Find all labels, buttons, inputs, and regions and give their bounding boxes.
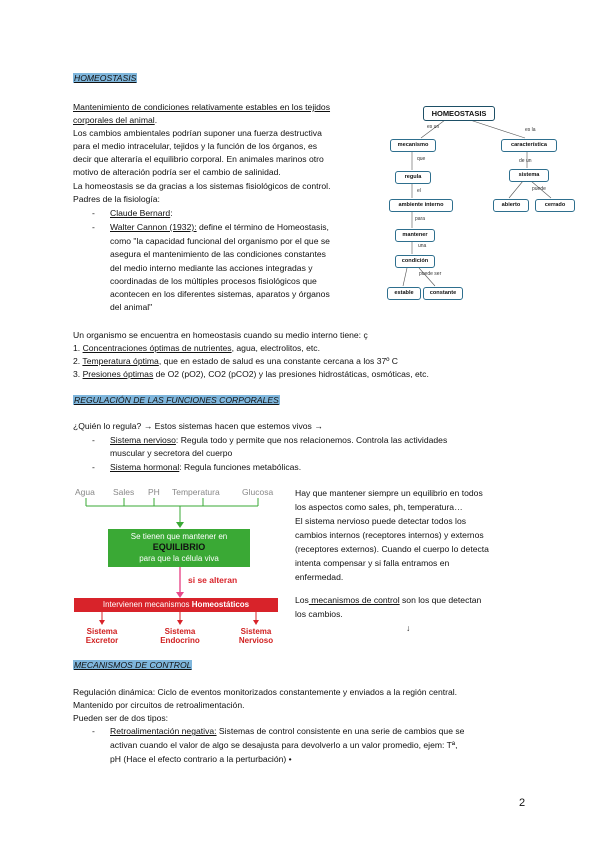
map-node-condicion: condición — [395, 255, 435, 268]
side-line-5: (receptores externos). Cuando el cuerpo lo detecta — [295, 544, 489, 554]
map-link-para: para — [415, 216, 426, 222]
homeostasis-figure — [72, 484, 284, 649]
map-link-puede-ser: puede ser — [419, 271, 442, 277]
condition-item-2: 2. Temperatura óptima, que en estado de salud es una constante cercana a los 37º C — [73, 356, 398, 366]
side-mecanismos-line-2: los cambios. — [295, 609, 343, 619]
mecanismos-line-3: Pueden ser de dos tipos: — [73, 713, 169, 723]
heading-homeostasis: HOMEOSTASIS — [74, 73, 137, 83]
map-node-homeostasis: HOMEOSTASIS — [423, 106, 495, 121]
map-node-regula: regula — [395, 171, 431, 184]
intro-line-1: Los cambios ambientales podrían suponer una fuerza destructiva — [73, 128, 322, 138]
map-link-de-un: de un — [519, 158, 532, 164]
map-link-una: una — [418, 243, 427, 249]
equilibrio-line-3: para que la célula viva — [139, 554, 219, 563]
bullet-dash: - — [92, 208, 95, 218]
regula-question: ¿Quién lo regula? → Estos sistemas hacen que estemos vivos → — [73, 421, 323, 431]
bullet-walter-cannon: Walter Cannon (1932): define el término de Homeostasis, — [110, 222, 329, 232]
intro-line-6: Padres de la fisiología: — [73, 194, 160, 204]
figure-label-agua: Agua — [75, 487, 95, 497]
figure-graphics — [72, 484, 284, 649]
side-line-2: los aspectos como sales, ph, temperatura… — [295, 502, 463, 512]
bullet-sistema-hormonal: Sistema hormonal: Regula funciones metabólicas. — [110, 462, 302, 472]
organ-nervioso: Sistema Nervioso — [238, 627, 274, 645]
condition-item-1: 1. Concentraciones óptimas de nutrientes, agua, electrolitos, etc. — [73, 343, 320, 353]
retro-line-2: activan cuando el valor de algo se desajusta para devolverlo a un valor promedio, ejem: Tª, — [110, 740, 458, 750]
cannon-line-7: del animal" — [110, 302, 153, 312]
intervienen-bar: Intervienen mecanismos Homeostáticos — [102, 600, 250, 609]
map-node-mecanismo: mecanismo — [390, 139, 436, 152]
heading-mecanismos: MECANISMOS DE CONTROL — [74, 660, 192, 670]
map-node-caracteristica: característica — [501, 139, 557, 152]
map-node-constante: constante — [423, 287, 463, 300]
organ-endocrino: Sistema Endocrino — [160, 627, 200, 645]
intro-line-3: decir que alteraría el equilibrio corporal. En animales marinos otro — [73, 154, 324, 164]
cannon-line-6: acontecen en los diferentes sistemas, aparatos y órganos — [110, 289, 330, 299]
bullet-sistema-nervioso: Sistema nervioso: Regula todo y permite que nos relacionemos. Controla las actividades — [110, 435, 448, 445]
cannon-line-5: coordinadas de los múltiples procesos fisiológicos que — [110, 276, 317, 286]
page-number: 2 — [519, 797, 526, 809]
side-mecanismos-line: Los mecanismos de control son los que detectan — [295, 595, 482, 605]
equilibrio-line-1: Se tienen que mantener en — [130, 532, 228, 541]
equilibrio-box — [108, 531, 250, 564]
definition-line-2: corporales del animal. — [73, 115, 158, 125]
concept-map — [385, 100, 585, 305]
map-node-mantener: mantener — [395, 229, 435, 242]
figure-label-glucosa: Glucosa — [242, 487, 274, 497]
side-line-6: intenta compensar y si falla entramos en — [295, 558, 450, 568]
map-node-estable: estable — [387, 287, 421, 300]
side-line-7: enfermedad. — [295, 572, 344, 582]
map-link-es-la: es la — [525, 127, 536, 133]
equilibrio-word: EQUILIBRIO — [152, 542, 206, 552]
cannon-line-2: como "la capacidad funcional del organismo por el que se — [110, 236, 330, 246]
map-link-es-un: es un — [427, 124, 440, 130]
bullet-dash: - — [92, 462, 95, 472]
map-node-ambiente-interno: ambiente interno — [389, 199, 453, 212]
mecanismos-line-1: Regulación dinámica: Ciclo de eventos monitorizados constantemente y enviados a la región central. — [73, 687, 458, 697]
si-se-alteran-label: si se alteran — [188, 575, 238, 585]
side-line-3: El sistema nervioso puede detectar todos los — [295, 516, 467, 526]
map-node-cerrado: cerrado — [535, 199, 575, 212]
organ-excretor: Sistema Excretor — [85, 627, 119, 645]
heading-regulacion: REGULACIÓN DE LAS FUNCIONES CORPORALES — [74, 395, 279, 405]
homeostasis-state-line: Un organismo se encuentra en homeostasis cuando su medio interno tiene: ç — [73, 330, 368, 340]
map-node-sistema: sistema — [509, 169, 549, 182]
side-line-4: cambios internos (receptores internos) y externos — [295, 530, 484, 540]
nervioso-line-2: muscular y secretora del cuerpo — [110, 448, 233, 458]
intro-line-4: motivo de alteración podría ser el cambio de salinidad. — [73, 167, 281, 177]
intro-line-5: La homeostasis se da gracias a los sistemas fisiológicos de control. — [73, 181, 331, 191]
figure-label-temperatura: Temperatura — [172, 487, 220, 497]
bullet-dash: - — [92, 435, 95, 445]
cannon-line-4: del medio interno mediante las acciones integradas y — [110, 263, 313, 273]
cannon-line-3: asegura el mantenimiento de las condiciones constantes — [110, 249, 326, 259]
map-link-el: el — [417, 188, 421, 194]
retro-line-3: pH (Hace el efecto contrario a la perturbación) • — [110, 754, 292, 764]
map-link-que: que — [417, 156, 426, 162]
down-arrow: ↓ — [406, 623, 411, 633]
bullet-claude-bernard: Claude Bernard: — [110, 208, 173, 218]
map-link-puede: puede — [532, 186, 546, 192]
bullet-dash: - — [92, 726, 95, 736]
bullet-dash: - — [92, 222, 95, 232]
intro-line-2: para el medio intracelular, tejidos y la función de los órganos, es — [73, 141, 318, 151]
condition-item-3: 3. Presiones óptimas de O2 (pO2), CO2 (pCO2) y las presiones hidrostáticas, osmóticas, etc. — [73, 369, 429, 379]
map-node-abierto: abierto — [493, 199, 529, 212]
definition-line-1: Mantenimiento de condiciones relativamente estables en los tejidos — [73, 102, 331, 112]
side-line-1: Hay que mantener siempre un equilibrio en todos — [295, 488, 483, 498]
figure-label-ph: PH — [148, 487, 160, 497]
bullet-retroalimentacion: Retroalimentación negativa: Sistemas de control consistente en una serie de cambios que se — [110, 726, 465, 736]
figure-label-sales: Sales — [113, 487, 135, 497]
mecanismos-line-2: Mantenido por circuitos de retroalimentación. — [73, 700, 245, 710]
